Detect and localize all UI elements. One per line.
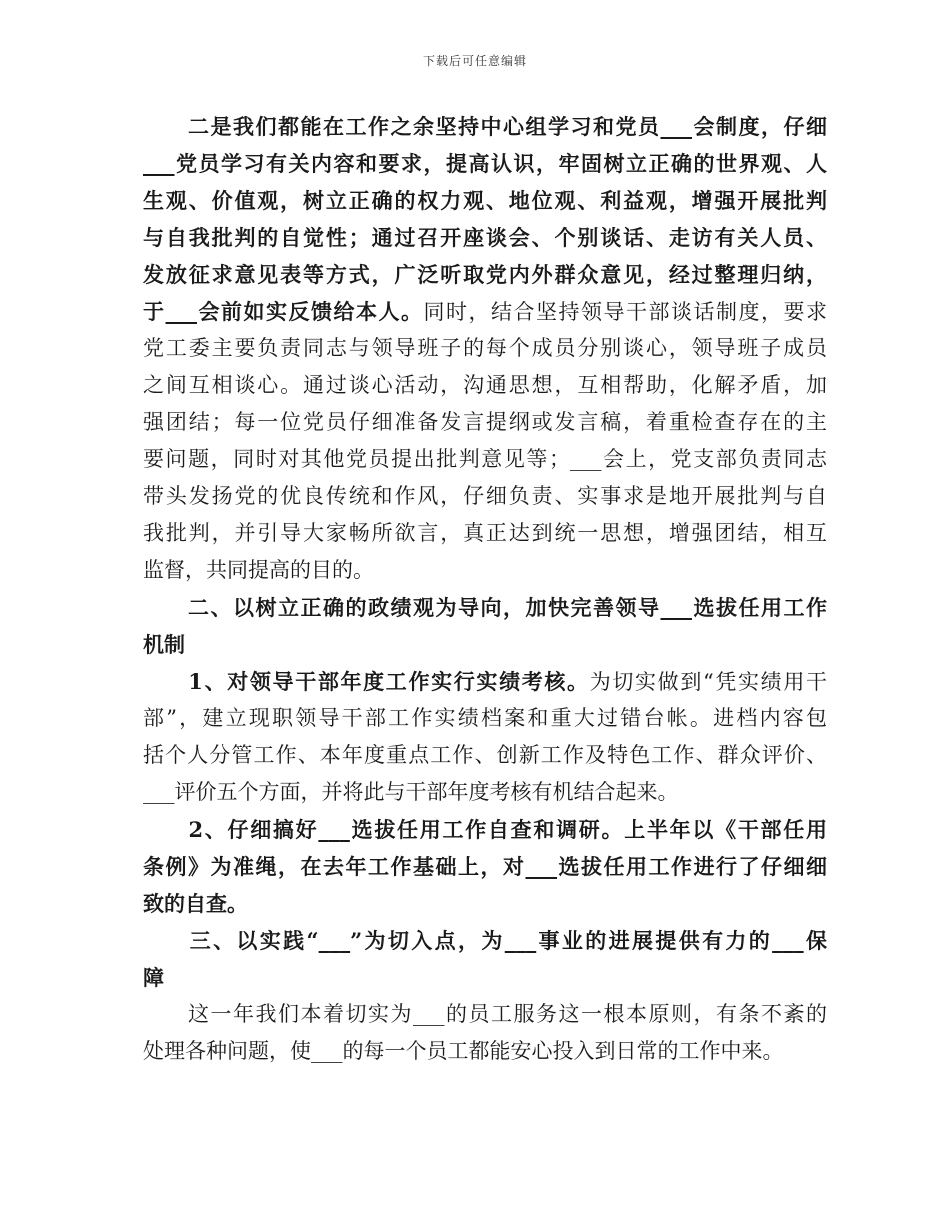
text-line: 与自我批判的自觉性；通过召开座谈会、个别谈话、走访有关人员、 — [143, 225, 827, 250]
paragraph-p4 — [143, 811, 827, 922]
document-body — [143, 108, 827, 1070]
text-line: 机制 — [143, 632, 185, 657]
text-line: 这一年我们本着切实为___的员工服务这一根本原则，有条不紊的 — [143, 1002, 827, 1026]
text-line: 处理各种问题，使___的每一个员工都能安心投入到日常的工作中来。 — [143, 1039, 784, 1063]
text-line: 监督，共同提高的目的。 — [143, 558, 374, 582]
paragraph-h2 — [143, 589, 827, 663]
line-rest: 同时，结合坚持领导干部谈话制度，要求 — [423, 300, 827, 324]
text-line: 强团结；每一位党员仔细准备发言提纲或发言稿，着重检查存在的主 — [143, 410, 827, 434]
text-line: 二、以树立正确的政绩观为导向，加快完善领导___选拔任用工作 — [143, 595, 827, 620]
text-line: 致的自查。 — [143, 891, 248, 916]
paragraph-p5 — [143, 996, 827, 1070]
text-line: 我批判，并引导大家畅所欲言，真正达到统一思想，增强团结，相互 — [143, 521, 827, 545]
text-line: 条例》为准绳，在去年工作基础上，对___选拔任用工作进行了仔细细 — [143, 854, 827, 879]
text-line: 二是我们都能在工作之余坚持中心组学习和党员___会制度，仔细 — [143, 114, 827, 139]
line-rest: 为切实做到“凭实绩用干 — [589, 670, 827, 694]
page-header: 下载后可任意编辑 — [422, 54, 527, 68]
text-line: ___评价五个方面，并将此与干部年度考核有机结合起来。 — [143, 780, 679, 804]
text-line: 生观、价值观，树立正确的权力观、地位观、利益观，增强开展批判 — [143, 188, 827, 213]
bold-lead: 于___会前如实反馈给本人。 — [143, 299, 424, 324]
text-line: 部”，建立现职领导干部工作实绩档案和重大过错台帐。进档内容包 — [143, 706, 827, 730]
text-line: 党工委主要负责同志与领导班子的每个成员分别谈心，领导班子成员 — [143, 336, 827, 360]
paragraph-p1 — [143, 108, 827, 589]
paragraph-p3 — [143, 663, 827, 811]
text-line: 括个人分管工作、本年度重点工作、创新工作及特色工作、群众评价、 — [143, 743, 827, 767]
text-line: ___党员学习有关内容和要求，提高认识，牢固树立正确的世界观、人 — [143, 151, 827, 176]
text-line: 之间互相谈心。通过谈心活动，沟通思想，互相帮助，化解矛盾，加 — [143, 373, 827, 397]
text-line: 带头发扬党的优良传统和作风，仔细负责、实事求是地开展批判与自 — [143, 484, 827, 508]
bold-lead: 1、对领导干部年度工作实行实绩考核。 — [143, 669, 590, 694]
paragraph-h3 — [143, 922, 827, 996]
text-line: 障 — [143, 965, 164, 990]
text-line: 2、仔细搞好___选拔任用工作自查和调研。上半年以《干部任用 — [143, 817, 827, 842]
text-line: 三、以实践“___”为切入点，为___事业的进展提供有力的___保 — [143, 928, 827, 953]
text-line: 要问题，同时对其他党员提出批判意见等；___会上，党支部负责同志 — [143, 447, 827, 471]
text-line — [143, 663, 827, 700]
text-line: 发放征求意见表等方式，广泛听取党内外群众意见，经过整理归纳， — [143, 262, 827, 287]
text-line — [143, 293, 827, 330]
